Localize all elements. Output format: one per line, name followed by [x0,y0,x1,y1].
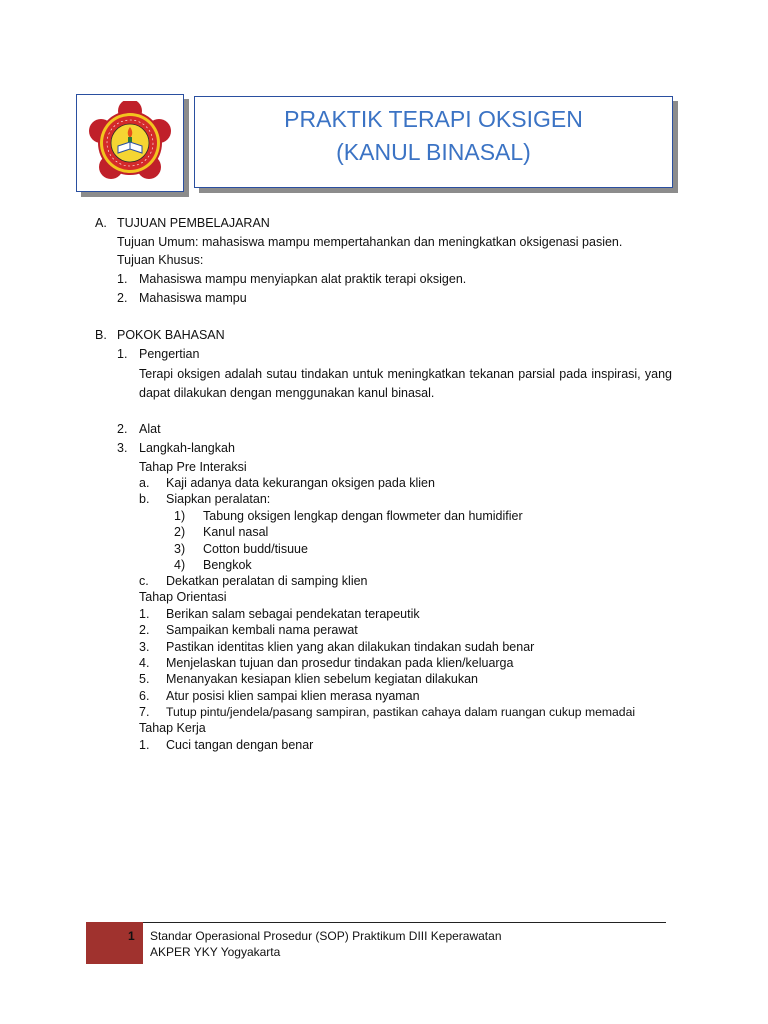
list-item: Mahasiswa mampu menyiapkan alat praktik terapi oksigen. [139,272,467,286]
section-a-marker: A. [95,216,107,230]
alat-label: Alat [139,422,161,436]
section-a-heading: TUJUAN PEMBELAJARAN [117,216,270,230]
list-item: Kaji adanya data kekurangan oksigen pada klien [166,476,435,490]
list-marker: 1. [139,738,150,752]
kerja-heading: Tahap Kerja [139,721,206,735]
page-number: 1 [128,929,135,943]
list-item: Sampaikan kembali nama perawat [166,623,358,637]
section-b-heading: POKOK BAHASAN [117,328,225,342]
list-marker: 1. [117,272,128,286]
tujuan-khusus: Tujuan Khusus: [117,253,204,267]
list-item: Tutup pintu/jendela/pasang sampiran, pastikan cahaya dalam ruangan cukup memadai [166,705,636,719]
list-item: Cuci tangan dengan benar [166,738,314,752]
list-marker: 2. [139,623,150,637]
list-marker: 2) [174,525,186,539]
footer-line-1: Standar Operasional Prosedur (SOP) Praktikum DIII Keperawatan [150,929,502,943]
list-item: Menanyakan kesiapan klien sebelum kegiatan dilakukan [166,672,479,686]
list-marker: 5. [139,672,150,686]
list-marker: 2. [117,422,128,436]
footer-line-2: AKPER YKY Yogyakarta [150,945,281,959]
list-item: Mahasiswa mampu [139,291,247,305]
list-marker: 1. [117,347,128,361]
logo-box [76,94,184,192]
list-marker: 3. [139,640,150,654]
list-item: Cotton budd/tisuue [203,542,308,556]
document-title: PRAKTIK TERAPI OKSIGEN [284,106,583,132]
list-item: Dekatkan peralatan di samping klien [166,574,368,588]
list-marker: 4. [139,656,150,670]
langkah-label: Langkah-langkah [139,441,235,455]
list-marker: 6. [139,689,150,703]
list-marker: 2. [117,291,128,305]
list-item: Bengkok [203,558,252,572]
list-item: Pastikan identitas klien yang akan dilakukan tindakan sudah benar [166,640,535,654]
list-marker: a. [139,476,150,490]
tujuan-umum: Tujuan Umum: mahasiswa mampu mempertahankan dan meningkatkan oksigenasi pasien. [117,235,623,249]
list-item: Tabung oksigen lengkap dengan flowmeter dan humidifier [203,509,523,523]
list-marker: b. [139,492,150,506]
list-item: Kanul nasal [203,525,269,539]
title-box [194,96,673,188]
list-marker: 1. [139,607,150,621]
list-marker: 7. [139,705,150,719]
list-item: Berikan salam sebagai pendekatan terapeutik [166,607,420,621]
footer-divider [143,922,666,923]
list-marker: 3. [117,441,128,455]
list-item: Atur posisi klien sampai klien merasa nyaman [166,689,420,703]
list-marker: 1) [174,509,186,523]
list-marker: 4) [174,558,186,572]
document-subtitle: (KANUL BINASAL) [336,139,531,165]
pengertian-label: Pengertian [139,347,200,361]
pengertian-text: Terapi oksigen adalah sutau tindakan untuk meningkatkan tekanan parsial pada inspirasi, yang dapat dilakukan dengan menggunakan kanul binasal. [139,367,672,400]
list-marker: 3) [174,542,186,556]
pre-interaksi-heading: Tahap Pre Interaksi [139,460,247,474]
institution-logo-icon [87,101,173,185]
list-item: Menjelaskan tujuan dan prosedur tindakan pada klien/keluarga [166,656,514,670]
section-b-marker: B. [95,328,107,342]
list-marker: c. [139,574,149,588]
list-item: Siapkan peralatan: [166,492,271,506]
orientasi-heading: Tahap Orientasi [139,590,227,604]
